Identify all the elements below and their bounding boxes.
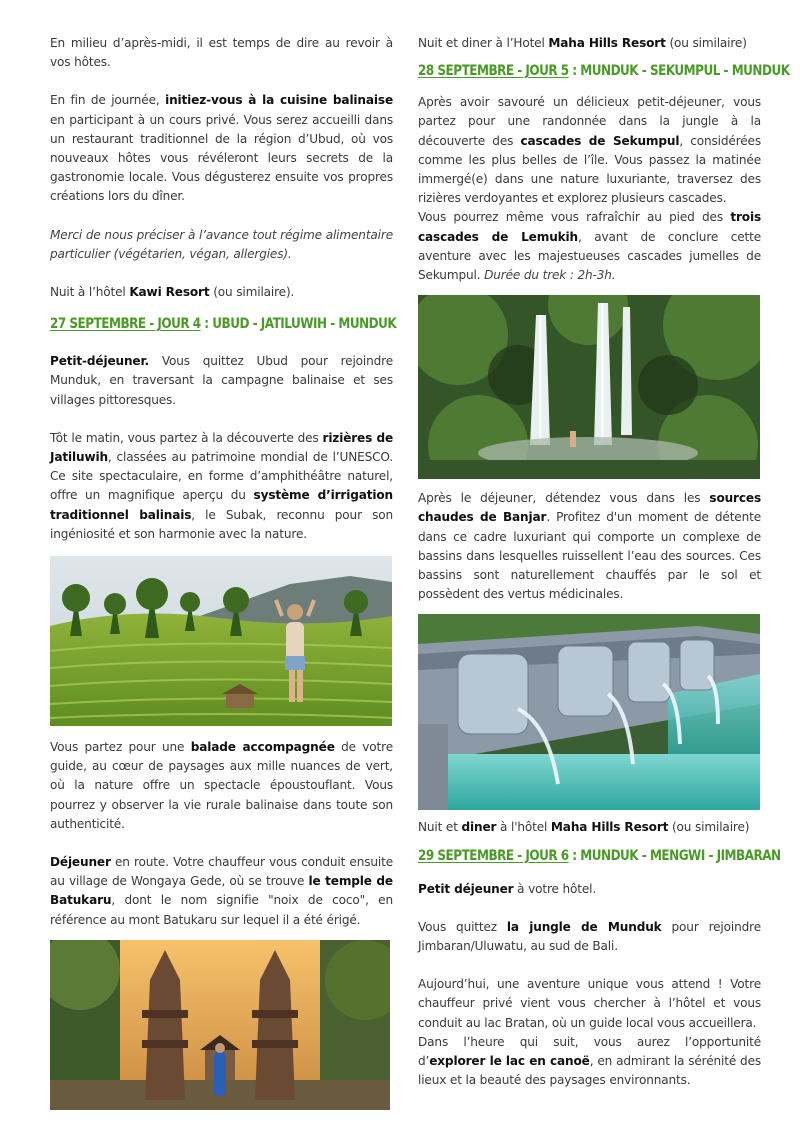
paragraph: Tôt le matin, vous partez à la découverte des rizières de Jatiluwih, classées au patrimoine mondial de l’UNESCO. Ce site spectaculaire, en forme d’amphithéâtre naturel, offre un magnifique aperçu du système d’irrigation traditionnel balinais, le Subak, reconnu pour son ingéniosité et son harmonie avec la nature. [50,430,393,541]
left-column [50,34,397,1110]
paragraph: Petit déjeuner à votre hôtel. [418,881,597,896]
paragraph: En milieu d’après-midi, il est temps de dire au revoir à vos hôtes. [50,36,393,70]
paragraph: Nuit et diner à l'hôtel Maha Hills Resort (ou similaire) [418,820,750,835]
paragraph: Nuit à l’hôtel Kawi Resort (ou similaire). [50,285,295,300]
right-column [418,34,790,1090]
sekumpul-waterfall-photo [418,295,760,479]
day5-heading: 28 SEPTEMBRE - JOUR 5 : MUNDUK - SEKUMPUL - MUNDUK [418,63,790,80]
paragraph: Dans l’heure qui suit, vous aurez l’opportunité d’explorer le lac en canoë, en admirant la sérénité des lieux et la beauté des paysages environnants. [418,1034,762,1088]
paragraph: Déjeuner en route. Votre chauffeur vous conduit ensuite au village de Wongaya Gede, où se trouve le temple de Batukaru, dont le nom signifie "noix de coco", en référence au mont Batukaru sur lequel il a été érigé. [50,855,393,927]
paragraph: Vous quittez la jungle de Munduk pour rejoindre Jimbaran/Uluwatu, au sud de Bali. [418,919,761,954]
paragraph: Nuit et diner à l’Hotel Maha Hills Resort (ou similaire) [418,36,747,50]
paragraph: Après le déjeuner, détendez vous dans les sources chaudes de Banjar. Profitez d'un moment de détente dans ce cadre luxuriant qui comporte un complexe de bassins dans lesquelles ruissellent l’eau des sources. Ces bassins sont naturellement chauffés par le sol et possèdent des vertus médicinales. [418,491,761,602]
temple-batukaru-photo [50,940,390,1110]
paragraph: Après avoir savouré un délicieux petit-déjeuner, vous partez pour une randonnée dans la jungle à la découverte des cascades de Sekumpul, considérées comme les plus belles de l’île. Vous passez la matinée immergé(e) dans une nature luxuriante, traversez des rizières verdoyantes et explorez plusieurs cascades. [418,95,761,206]
paragraph: Vous pourrez même vous rafraîchir au pied des trois cascades de Lemukih, avant de conclure cette aventure avec les majestueuses cascades jumelles de Sekumpul. Durée du trek : 2h-3h. [418,210,761,283]
paragraph: Vous partez pour une balade accompagnée de votre guide, au cœur de paysages aux mille nuances de vert, où la nature offre un spectacle époustouflant. Vous pourrez y observer la vie rurale balinaise dans toute son authenticité. [50,740,393,831]
paragraph: Aujourd’hui, une aventure unique vous attend ! Votre chauffeur privé vient vous chercher à l’hôtel et vous conduit au lac Bratan, où un guide local vous accueillera. [418,977,761,1030]
paragraph: En fin de journée, initiez-vous à la cuisine balinaise en participant à un cours privé. Vous serez accueilli dans un restaurant traditionnel de la région d’Ubud, où vos nouveaux hôtes vous révéleront leurs secrets de la gastronomie locale. Vous dégusterez ensuite vos propres créations lors du dîner. [50,93,393,204]
day6-heading: 29 SEPTEMBRE - JOUR 6 : MUNDUK - MENGWI - JIMBARAN [418,847,781,864]
dietary-note: Merci de nous préciser à l’avance tout régime alimentaire particulier (végétarien, végan, allergies). [50,227,393,261]
rice-terraces-photo [50,556,392,726]
banjar-hot-springs-photo [418,614,760,810]
paragraph: Petit-déjeuner. Vous quittez Ubud pour rejoindre Munduk, en traversant la campagne balinaise et ses villages pittoresques. [50,354,393,407]
day4-heading: 27 SEPTEMBRE - JOUR 4 : UBUD - JATILUWIH - MUNDUK [50,316,397,333]
